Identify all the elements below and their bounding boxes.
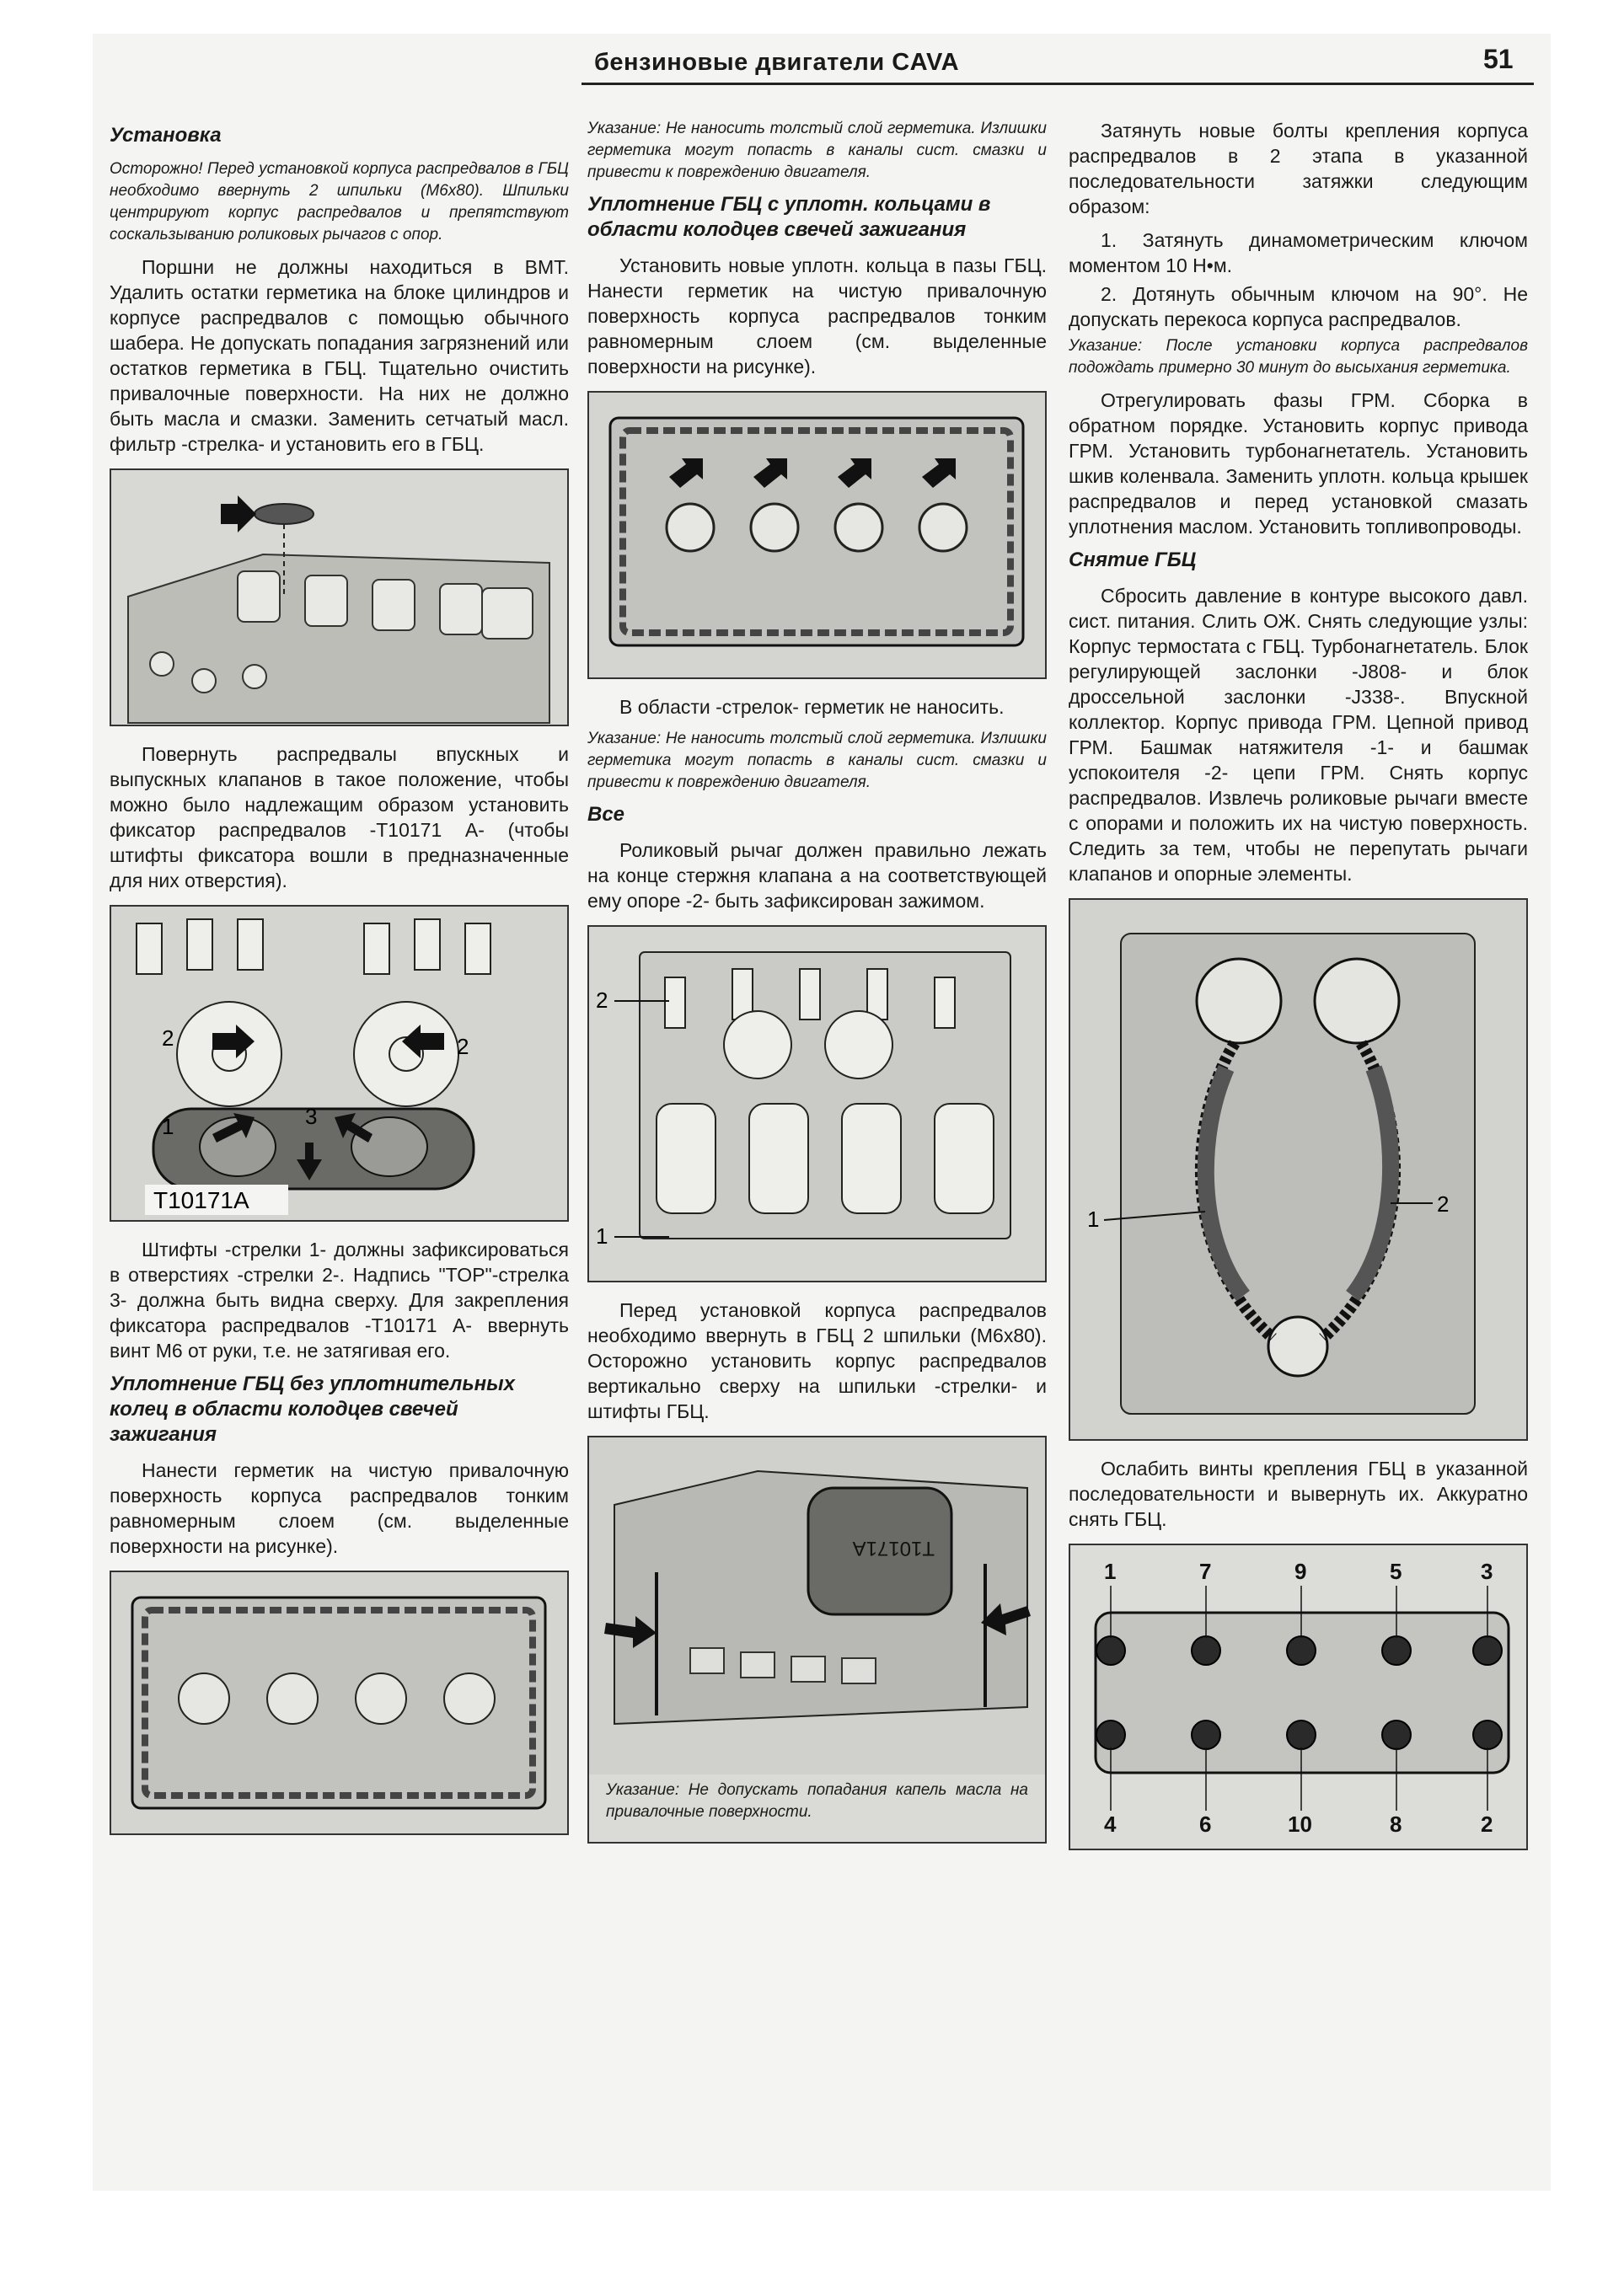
page-number: 51	[1483, 44, 1514, 74]
callout-2: 2	[1437, 1191, 1450, 1217]
bolt-number: 10	[1288, 1812, 1312, 1837]
figure-sealant-surface-2	[587, 391, 1047, 679]
bolt-head	[1473, 1636, 1502, 1665]
figure-timing-chain	[1069, 898, 1528, 1441]
paragraph: Штифты -стрелки 1- должны зафиксироваться в отверстиях -стрелки 2-. Надпись "TOP"-стрелка 3- должна быть видна сверху. Для закрепления фиксатора распредвалов -T10171 А- ввернуть винт М6 от руки, т.е. не затягивая его.	[110, 1239, 569, 1362]
column-2	[587, 118, 1047, 1859]
bolt-head	[1287, 1721, 1316, 1749]
note: Указание: После установки корпуса распредвалов подождать примерно 30 минут до высыхания герметика.	[1069, 337, 1528, 377]
caution-note: Осторожно! Перед установкой корпуса распредвалов в ГБЦ необходимо ввернуть 2 шпильки (М6х80). Шпильки центрируют корпус распредвалов и препятствуют соскальзыванию роликовых рычагов с опор.	[110, 160, 569, 244]
callout-3: 3	[305, 1104, 318, 1129]
bolt-head	[1192, 1636, 1220, 1665]
paragraph: Отрегулировать фазы ГРМ. Сборка в обратном порядке. Установить корпус привода ГРМ. Установить турбонагнетатель. Установить шкив коленвала. Заменить уплотн. кольца крышек распредвалов и перед установкой смазать уплотнения маслом. Установить топливопроводы.	[1069, 389, 1528, 538]
step-2: 2. Дотянуть обычным ключом на 90°. Не допускать перекоса корпуса распредвалов.	[1069, 283, 1528, 330]
heading-install: Установка	[110, 124, 222, 147]
tool-label: T10171A	[852, 1537, 935, 1560]
callout-1: 1	[1087, 1207, 1100, 1232]
figure-roller-arms	[587, 925, 1047, 1282]
paragraph: Затянуть новые болты крепления корпуса распредвалов в 2 этапа в указанной последовательности затяжки следующим образом:	[1069, 120, 1528, 217]
bolt-head	[1287, 1636, 1316, 1665]
bolt-head	[1192, 1721, 1220, 1749]
figure-install-camshaft-housing	[587, 1436, 1047, 1844]
paragraph: В области -стрелок- герметик не наносить.	[619, 696, 1005, 718]
column-1	[110, 118, 569, 1850]
paragraph: Повернуть распредвалы впускных и выпускных клапанов в такое положение, чтобы можно было надлежащим образом установить фиксатор распредвалов -T10171 А- (чтобы штифты фиксатора вошли в предназначенные для них отверстия).	[110, 743, 569, 891]
figure-oil-filter	[110, 468, 569, 726]
paragraph: Установить новые уплотн. кольца в пазы ГБЦ. Нанести герметик на чистую привалочную поверхность корпуса распредвалов тонким равномерным слоем (см. выделенные поверхности на рисунке).	[587, 254, 1047, 377]
column-3	[1069, 118, 1528, 1865]
step-1: 1. Затянуть динамометрическим ключом моментом 10 Н•м.	[1069, 229, 1528, 276]
running-header: бензиновые двигатели CAVA	[594, 49, 960, 76]
paragraph: Роликовый рычаг должен правильно лежать на конце стержня клапана а на соответствующей ему опоре -2- быть зафиксирован зажимом.	[587, 839, 1047, 912]
tool-label: T10171A	[153, 1187, 249, 1213]
callout-2: 2	[596, 987, 608, 1013]
bolt-number: 7	[1199, 1559, 1212, 1584]
bolt-number: 8	[1390, 1812, 1402, 1837]
figure-sealant-surface-1	[110, 1571, 569, 1835]
bolt-head	[1382, 1721, 1411, 1749]
note: Указание: Не наносить толстый слой герметика. Излишки герметика могут попасть в каналы сист. смазки и привести к повреждению двигателя.	[587, 120, 1047, 181]
callout-1: 1	[162, 1114, 174, 1139]
note: Указание: Не наносить толстый слой герметика. Излишки герметика могут попасть в каналы сист. смазки и привести к повреждению двигателя.	[587, 730, 1047, 791]
heading-all: Все	[587, 803, 625, 826]
bolt-head	[1473, 1721, 1502, 1749]
header-rule	[582, 83, 1534, 85]
callout-2-right: 2	[457, 1034, 469, 1059]
bolt-head	[1382, 1636, 1411, 1665]
bolt-number: 9	[1294, 1559, 1307, 1584]
callout-2-left: 2	[162, 1025, 174, 1051]
bolt-number: 6	[1199, 1812, 1212, 1837]
bolt-head	[1096, 1636, 1125, 1665]
heading-remove-head: Снятие ГБЦ	[1069, 549, 1197, 571]
heading-seal-with-rings: Уплотнение ГБЦ с уплотн. кольцами в области колодцев свечей зажигания	[587, 193, 991, 241]
bolt-number: 1	[1104, 1559, 1117, 1584]
paragraph: Поршни не должны находиться в ВМТ. Удалить остатки герметика на блоке цилиндров и корпусе распредвалов с помощью обычного шабера. Не допускать попадания загрязнений или остатков герметика в ГБЦ. Тщательно очистить привалочные поверхности. На них не должно быть масла и смазки. Заменить сетчатый масл. фильтр -стрелка- и установить его в ГБЦ.	[110, 256, 569, 455]
figure-note: Указание: Не допускать попадания капель масла на привалочные поверхности.	[606, 1781, 1028, 1821]
bolt-number: 3	[1481, 1559, 1493, 1584]
paragraph: Нанести герметик на чистую привалочную поверхность корпуса распредвалов тонким равномерным слоем (см. выделенные поверхности на рисунке).	[110, 1459, 569, 1557]
bolt-head	[1096, 1721, 1125, 1749]
callout-1: 1	[596, 1223, 608, 1249]
paragraph: Ослабить винты крепления ГБЦ в указанной последовательности и вывернуть их. Аккуратно снять ГБЦ.	[1069, 1458, 1528, 1530]
figure-bolt-sequence	[1069, 1544, 1528, 1850]
figure-camshaft-lock	[110, 905, 569, 1222]
paragraph: Перед установкой корпуса распредвалов необходимо ввернуть в ГБЦ 2 шпильки (М6х80). Осторожно установить корпус распредвалов вертикально сверху на шпильки -стрелки- и штифты ГБЦ.	[587, 1299, 1047, 1422]
bolt-number: 5	[1390, 1559, 1402, 1584]
bolt-number: 2	[1481, 1812, 1493, 1837]
heading-seal-without-rings: Уплотнение ГБЦ без уплотнительных колец в области колодцев свечей зажигания	[110, 1373, 515, 1446]
bolt-number: 4	[1104, 1812, 1117, 1837]
paragraph: Сбросить давление в контуре высокого давл. сист. питания. Слить ОЖ. Снять следующие узлы: Корпус термостата с ГБЦ. Турбонагнетатель. Блок регулирующей заслонки -J808- и блок дроссельной заслонки -J338-. Впускной коллектор. Корпус привода ГРМ. Цепной привод ГРМ. Башмак натяжителя -1- и башмак успокоителя -2- цепи ГРМ. Снять корпус распредвалов. Извлечь роликовые рычаги вместе с опорами и положить их на чистую поверхность. Следить за тем, чтобы не перепутать рычаги клапанов и опорные элементы.	[1069, 585, 1528, 885]
